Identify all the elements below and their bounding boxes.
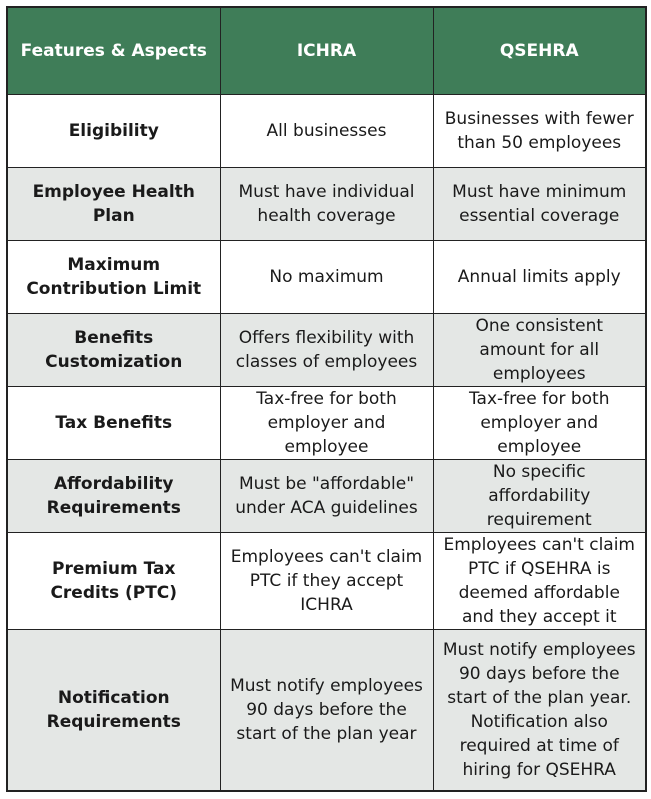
header-ichra: ICHRA [220, 7, 433, 95]
ichra-cell: Must have individual health coverage [220, 168, 433, 241]
qsehra-cell: Must notify employees 90 days before the start of the plan year. Notification also required at time of hiring for QSEHRA [433, 630, 646, 792]
qsehra-cell: Must have minimum essential coverage [433, 168, 646, 241]
feature-cell: Notification Requirements [7, 630, 220, 792]
table-header-row [7, 7, 646, 95]
comparison-table-container [6, 6, 645, 793]
table-row-notification-requirements [7, 630, 646, 792]
table-row-eligibility [7, 95, 646, 168]
table-row-employee-health-plan [7, 168, 646, 241]
feature-cell: Premium Tax Credits (PTC) [7, 533, 220, 630]
table-row-affordability-requirements [7, 460, 646, 533]
ichra-cell: Employees can't claim PTC if they accept ICHRA [220, 533, 433, 630]
feature-cell: Maximum Contribution Limit [7, 241, 220, 314]
header-features-aspects: Features & Aspects [7, 7, 220, 95]
ichra-cell: No maximum [220, 241, 433, 314]
table-row-tax-benefits [7, 387, 646, 460]
ichra-cell: All businesses [220, 95, 433, 168]
feature-cell: Benefits Customization [7, 314, 220, 387]
ichra-cell: Tax-free for both employer and employee [220, 387, 433, 460]
ichra-cell: Must notify employees 90 days before the start of the plan year [220, 630, 433, 792]
table-row-benefits-customization [7, 314, 646, 387]
feature-cell: Employee Health Plan [7, 168, 220, 241]
qsehra-cell: Annual limits apply [433, 241, 646, 314]
qsehra-cell: No specific affordability requirement [433, 460, 646, 533]
header-qsehra: QSEHRA [433, 7, 646, 95]
qsehra-cell: One consistent amount for all employees [433, 314, 646, 387]
ichra-cell: Must be "affordable" under ACA guidelines [220, 460, 433, 533]
feature-cell: Eligibility [7, 95, 220, 168]
qsehra-cell: Employees can't claim PTC if QSEHRA is deemed affordable and they accept it [433, 533, 646, 630]
qsehra-cell: Businesses with fewer than 50 employees [433, 95, 646, 168]
table-row-maximum-contribution-limit [7, 241, 646, 314]
qsehra-cell: Tax-free for both employer and employee [433, 387, 646, 460]
feature-cell: Tax Benefits [7, 387, 220, 460]
feature-cell: Affordability Requirements [7, 460, 220, 533]
table-row-premium-tax-credits [7, 533, 646, 630]
ichra-cell: Offers flexibility with classes of employees [220, 314, 433, 387]
ichra-qsehra-comparison-table [6, 6, 647, 792]
